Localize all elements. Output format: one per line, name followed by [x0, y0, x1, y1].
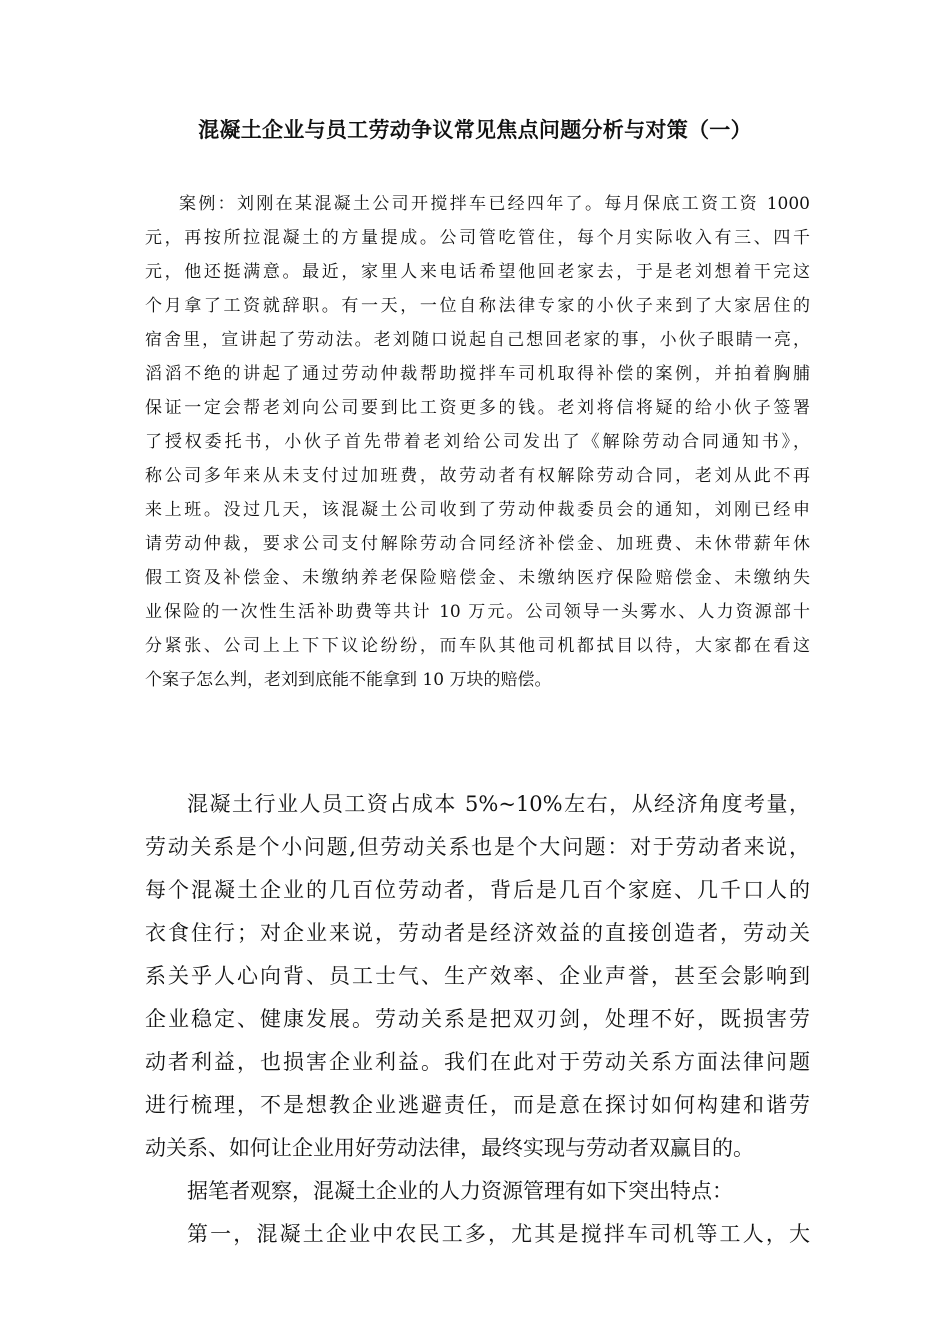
case-paragraph [145, 187, 810, 697]
case-line: 滔滔不绝的讲起了通过劳动仲裁帮助搅拌车司机取得补偿的案例，并拍着胸脯 [145, 364, 810, 384]
body-line: 系关乎人心向背、员工士气、生产效率、企业声誉，甚至会影响到 [145, 964, 810, 988]
case-line: 案例：刘刚在某混凝土公司开搅拌车已经四年了。每月保底工资工资 1000 [179, 194, 810, 214]
case-line: 称公司多年来从未支付过加班费，故劳动者有权解除劳动合同，老刘从此不再 [145, 466, 810, 486]
case-line: 假工资及补偿金、未缴纳养老保险赔偿金、未缴纳医疗保险赔偿金、未缴纳失 [145, 568, 810, 588]
body-line: 企业稳定、健康发展。劳动关系是把双刃剑，处理不好，既损害劳 [145, 1007, 810, 1031]
case-line: 元，再按所拉混凝土的方量提成。公司管吃管住，每个月实际收入有三、四千 [145, 228, 810, 248]
case-line: 个月拿了工资就辞职。有一天，一位自称法律专家的小伙子来到了大家居住的 [145, 296, 810, 316]
body-line: 第一，混凝土企业中农民工多，尤其是搅拌车司机等工人，大 [187, 1222, 810, 1246]
case-line: 元，他还挺满意。最近，家里人来电话希望他回老家去，于是老刘想着干完这 [145, 262, 810, 282]
case-line: 业保险的一次性生活补助费等共计 10 万元。公司领导一头雾水、人力资源部十 [145, 602, 810, 622]
document-title: 混凝土企业与员工劳动争议常见焦点问题分析与对策（一） [198, 117, 752, 142]
case-line: 请劳动仲裁，要求公司支付解除劳动合同经济补偿金、加班费、未休带薪年休 [145, 534, 810, 554]
case-line: 分紧张、公司上上下下议论纷纷，而车队其他司机都拭目以待，大家都在看这 [145, 636, 810, 656]
body-text [145, 783, 810, 1256]
body-line: 劳动关系是个小问题,但劳动关系也是个大问题：对于劳动者来说， [145, 835, 810, 859]
body-line: 动关系、如何让企业用好劳动法律，最终实现与劳动者双赢目的。 [145, 1136, 754, 1160]
case-line: 来上班。没过几天，该混凝土公司收到了劳动仲裁委员会的通知，刘刚已经申 [145, 500, 810, 520]
body-line: 进行梳理，不是想教企业逃避责任，而是意在探讨如何构建和谐劳 [145, 1093, 810, 1117]
case-line: 宿舍里，宣讲起了劳动法。老刘随口说起自己想回老家的事，小伙子眼睛一亮， [145, 330, 810, 350]
body-line: 混凝土行业人员工资占成本 5%~10%左右，从经济角度考量， [187, 792, 810, 816]
body-line: 衣食住行；对企业来说，劳动者是经济效益的直接创造者，劳动关 [145, 921, 810, 945]
body-line: 每个混凝土企业的几百位劳动者，背后是几百个家庭、几千口人的 [145, 878, 810, 902]
case-line: 保证一定会帮老刘向公司要到比工资更多的钱。老刘将信将疑的给小伙子签署 [145, 398, 810, 418]
case-line: 了授权委托书，小伙子首先带着老刘给公司发出了《解除劳动合同通知书》， [145, 432, 810, 452]
case-line: 个案子怎么判，老刘到底能不能拿到 10 万块的赔偿。 [145, 670, 552, 690]
body-line: 据笔者观察，混凝土企业的人力资源管理有如下突出特点： [187, 1179, 733, 1203]
body-line: 动者利益，也损害企业利益。我们在此对于劳动关系方面法律问题 [145, 1050, 810, 1074]
